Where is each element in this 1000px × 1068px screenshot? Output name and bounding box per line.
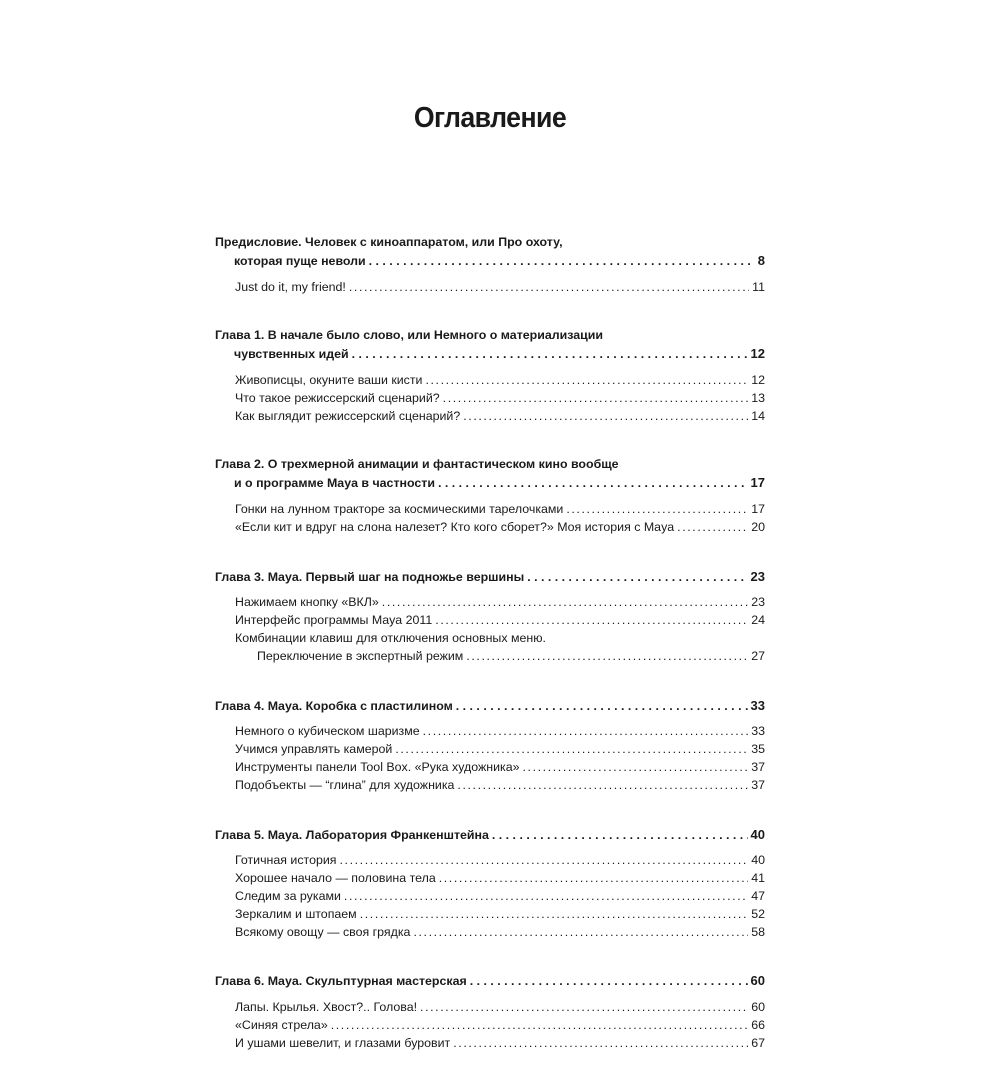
section-page-number: 27	[751, 648, 765, 663]
section-page-number: 47	[751, 888, 765, 903]
section-page-number: 20	[751, 519, 765, 534]
section-page-number: 41	[751, 871, 765, 886]
section-page-number: 24	[751, 613, 765, 628]
section-entry[interactable]	[215, 648, 765, 666]
dot-leader	[344, 888, 748, 906]
section-page-number: 17	[751, 501, 765, 516]
section-page-number: 40	[751, 853, 765, 868]
section-entry[interactable]	[215, 390, 765, 408]
section-title-text: Интерфейс программы Maya 2011	[235, 613, 433, 628]
chapter-title-text: Предисловие. Человек с киноаппаратом, или Про охоту,	[215, 235, 563, 249]
dot-leader	[382, 594, 748, 612]
chapter-heading-line[interactable]	[215, 327, 765, 345]
section-entry[interactable]	[215, 501, 765, 519]
section-entry-first-line[interactable]	[215, 630, 765, 648]
toc-chapter	[215, 552, 765, 666]
section-title-text: Зеркалим и штопаем	[235, 906, 357, 921]
chapter-page-number: 60	[750, 973, 765, 989]
dot-leader	[456, 698, 748, 716]
section-entry[interactable]	[215, 777, 765, 795]
chapter-title-text: чувственных идей	[234, 347, 349, 362]
dot-leader	[352, 346, 748, 364]
section-page-number: 37	[751, 759, 765, 774]
chapter-title-text: Глава 4. Maya. Коробка с пластилином	[215, 698, 453, 713]
section-entry[interactable]	[215, 279, 765, 297]
dot-leader	[453, 1035, 748, 1053]
section-page-number: 60	[751, 1000, 765, 1015]
section-entry[interactable]	[215, 888, 765, 906]
dot-leader	[435, 612, 748, 630]
section-entry[interactable]	[215, 924, 765, 942]
dot-leader	[443, 390, 749, 408]
section-page-number: 33	[751, 724, 765, 739]
section-title-text: И ушами шевелит, и глазами буровит	[235, 1035, 451, 1050]
section-entry[interactable]	[215, 906, 765, 924]
section-title-text: «Синяя стрела»	[235, 1017, 328, 1032]
chapter-title-text: Глава 6. Maya. Скульптурная мастерская	[215, 974, 467, 989]
chapter-title-text: Глава 5. Maya. Лаборатория Франкенштейна	[215, 827, 489, 842]
dot-leader	[492, 827, 748, 845]
section-title-text: Комбинации клавиш для отключения основных меню.	[235, 630, 546, 645]
chapter-heading	[215, 327, 765, 364]
chapter-title-text: Глава 2. О трехмерной анимации и фантастическом кино вообще	[215, 457, 619, 472]
dot-leader	[438, 475, 748, 493]
section-title-text: Just do it, my friend!	[235, 279, 346, 294]
section-title-text: Готичная история	[235, 853, 337, 868]
chapter-page-number: 33	[750, 697, 765, 713]
dot-leader	[527, 569, 747, 587]
section-entry[interactable]	[215, 372, 765, 390]
chapter-title-text: Глава 1. В начале было слово, или Немного о материализации	[215, 328, 603, 343]
chapter-heading	[215, 234, 765, 271]
section-title-text: Инструменты панели Tool Box. «Рука художника»	[235, 759, 520, 774]
dot-leader	[413, 924, 748, 942]
dot-leader	[470, 973, 748, 991]
chapter-heading-line-last[interactable]	[215, 474, 765, 493]
chapter-title-text: и о программе Maya в частности	[234, 476, 435, 491]
dot-leader	[369, 253, 755, 271]
dot-leader	[340, 852, 749, 870]
dot-leader	[423, 723, 749, 741]
section-entry[interactable]	[215, 1035, 765, 1053]
section-entry[interactable]	[215, 741, 765, 759]
section-title-text: Нажимаем кнопку «ВКЛ»	[235, 595, 379, 610]
section-entry[interactable]	[215, 759, 765, 777]
section-title-text: Гонки на лунном тракторе за космическими тарелочками	[235, 501, 564, 516]
section-page-number: 58	[751, 924, 765, 939]
section-title-text: Учимся управлять камерой	[235, 742, 393, 757]
section-title-text: Немного о кубическом шаризме	[235, 724, 420, 739]
section-title-text: Живописцы, окуните ваши кисти	[235, 372, 423, 387]
dot-leader	[360, 906, 748, 924]
dot-leader	[677, 519, 748, 537]
section-title-text: Подобъекты — “глина” для художника	[235, 777, 455, 792]
section-page-number: 66	[751, 1017, 765, 1032]
chapter-heading-line-last[interactable]	[215, 252, 765, 271]
section-page-number: 11	[752, 279, 765, 294]
section-page-number: 23	[751, 595, 765, 610]
chapter-heading-line-last[interactable]	[215, 568, 765, 587]
section-entry[interactable]	[215, 1017, 765, 1035]
dot-leader	[331, 1017, 748, 1035]
chapter-heading	[215, 697, 765, 716]
section-title-text: Как выглядит режиссерский сценарий?	[235, 408, 461, 423]
dot-leader	[463, 408, 748, 426]
chapter-page-number: 40	[750, 826, 765, 842]
section-entry[interactable]	[215, 870, 765, 888]
section-entry[interactable]	[215, 519, 765, 537]
table-of-contents	[215, 234, 765, 1068]
dot-leader	[566, 501, 748, 519]
chapter-page-number: 12	[750, 346, 765, 362]
chapter-heading-line[interactable]	[215, 456, 765, 474]
section-entry[interactable]	[215, 594, 765, 612]
chapter-page-number: 17	[750, 475, 765, 491]
section-entry[interactable]	[215, 999, 765, 1017]
section-title-text: Всякому овощу — своя грядка	[235, 924, 411, 939]
section-title-text: Следим за руками	[235, 888, 341, 903]
chapter-page-number: 23	[750, 568, 765, 584]
section-page-number: 52	[751, 906, 765, 921]
dot-leader	[349, 279, 749, 297]
dot-leader	[523, 759, 749, 777]
page-title: Оглавление	[413, 102, 567, 134]
section-page-number: 37	[751, 777, 765, 792]
section-entry[interactable]	[215, 723, 765, 741]
chapter-heading-line-last[interactable]	[215, 697, 765, 716]
toc-chapter	[215, 311, 765, 425]
toc-chapter	[215, 810, 765, 942]
chapter-heading	[215, 568, 765, 587]
section-title-text: «Если кит и вдруг на слона налезет? Кто кого сборет?» Моя история с Maya	[235, 519, 675, 534]
dot-leader	[425, 372, 748, 390]
toc-chapter	[215, 681, 765, 795]
toc-chapter	[215, 440, 765, 536]
section-page-number: 35	[751, 742, 765, 757]
section-title-continuation: Переключение в экспертный режим	[257, 648, 464, 663]
toc-chapter	[215, 234, 765, 296]
chapter-title-text: Глава 3. Maya. Первый шаг на подножье вершины	[215, 569, 525, 584]
dot-leader	[466, 648, 748, 666]
section-entry[interactable]	[215, 408, 765, 426]
section-page-number: 12	[751, 372, 765, 387]
section-title-text: Что такое режиссерский сценарий?	[235, 390, 440, 405]
section-entry[interactable]	[215, 612, 765, 630]
section-entry[interactable]	[215, 852, 765, 870]
chapter-heading	[215, 972, 765, 991]
dot-leader	[439, 870, 748, 888]
chapter-heading	[215, 826, 765, 845]
section-title-text: Лапы. Крылья. Хвост?.. Голова!	[235, 1000, 418, 1015]
toc-chapter	[215, 956, 765, 1052]
chapter-heading	[215, 456, 765, 493]
chapter-heading-line-last[interactable]	[215, 345, 765, 364]
section-page-number: 14	[751, 408, 765, 423]
section-title-text: Хорошее начало — половина тела	[235, 871, 436, 886]
chapter-heading-line[interactable]	[215, 234, 765, 252]
section-page-number: 13	[751, 390, 765, 405]
chapter-heading-line-last[interactable]	[215, 972, 765, 991]
dot-leader	[395, 741, 748, 759]
dot-leader	[420, 999, 748, 1017]
section-page-number: 67	[751, 1035, 765, 1050]
chapter-title-text: которая пуще неволи	[234, 253, 366, 268]
chapter-page-number: 8	[757, 252, 765, 268]
chapter-heading-line-last[interactable]	[215, 826, 765, 845]
dot-leader	[457, 777, 748, 795]
